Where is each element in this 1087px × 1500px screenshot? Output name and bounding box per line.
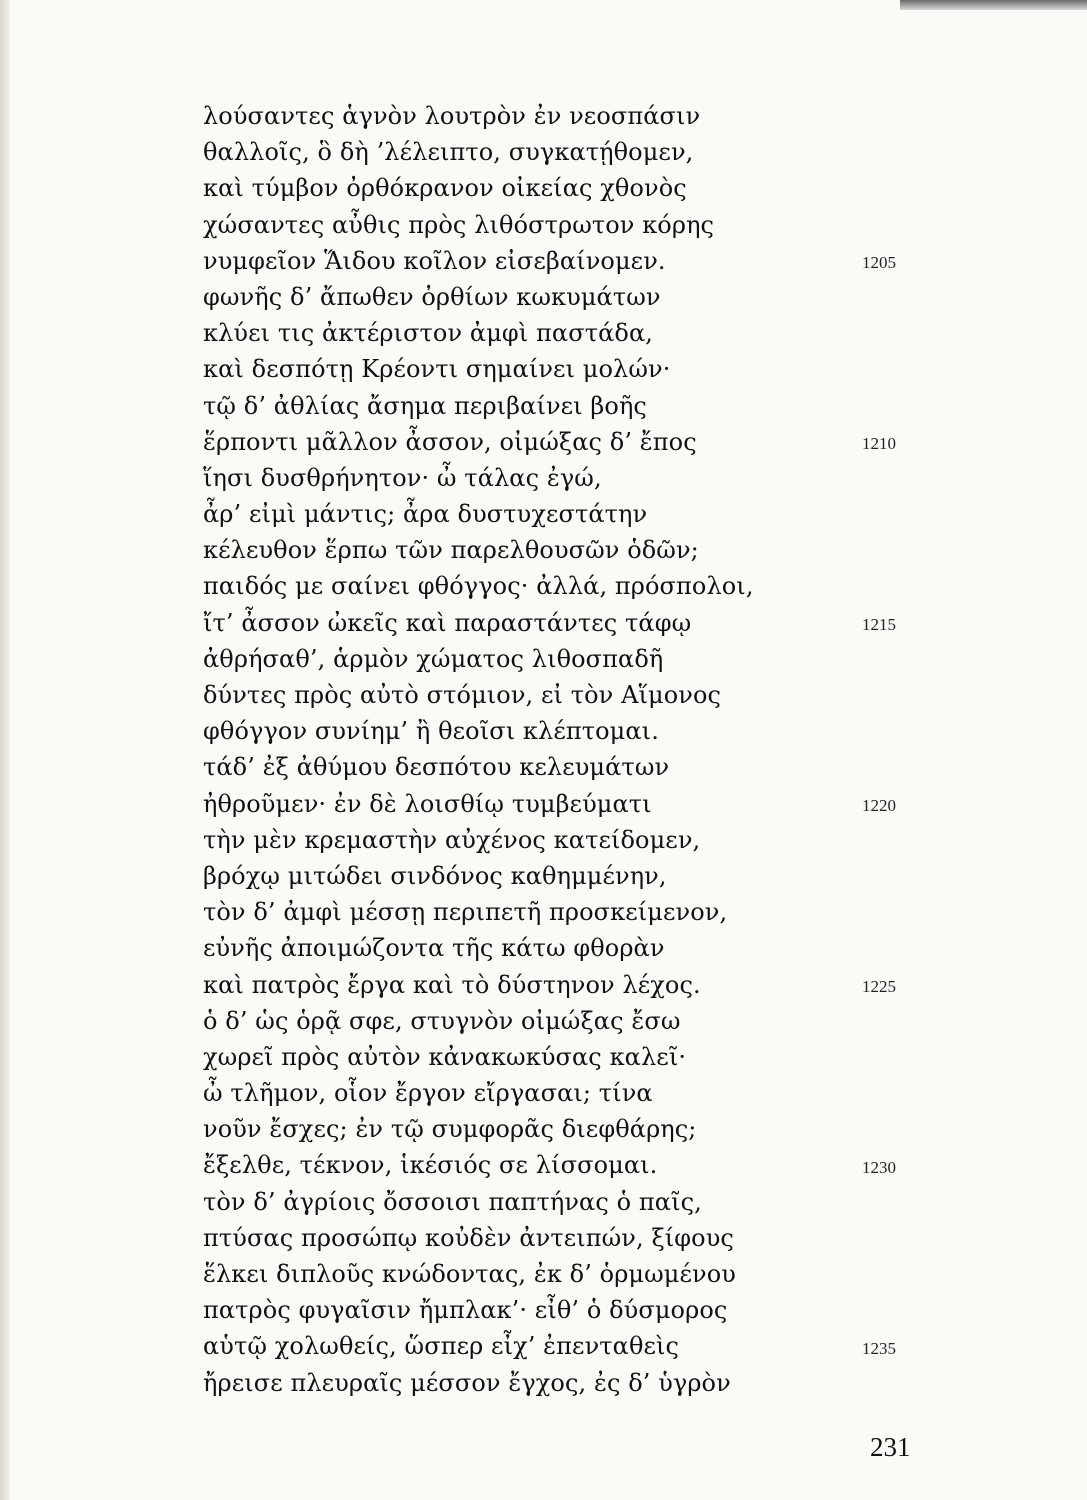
- verse-line: νυμφεῖον Ἅιδου κοῖλον εἰσεβαίνομεν.: [203, 246, 666, 275]
- line-number: 1210: [862, 433, 896, 453]
- verse-line: καὶ τύμβον ὀρθόκρανον οἰκείας χθονὸς: [203, 174, 687, 203]
- line-number: 1220: [862, 795, 896, 815]
- verse-line: τῷ δ’ ἀθλίας ἄσημα περιβαίνει βοῆς: [203, 391, 647, 420]
- verse-line: ἠθροῦμεν· ἐν δὲ λοισθίῳ τυμβεύματι: [203, 789, 652, 818]
- verse-line: δύντες πρὸς αὐτὸ στόμιον, εἰ τὸν Αἵμονος: [203, 681, 722, 709]
- verse-line: τὸν δ’ ἀγρίοις ὄσσοισι παπτήνας ὁ παῖς,: [203, 1187, 702, 1216]
- page-edge-shadow: [0, 0, 10, 1500]
- scan-top-edge: [900, 0, 1087, 10]
- verse-line: χωρεῖ πρὸς αὐτὸν κἀνακωκύσας καλεῖ·: [203, 1042, 687, 1071]
- verse-line: πτύσας προσώπῳ κοὐδὲν ἀντειπών, ξίφους: [203, 1223, 734, 1252]
- verse-line: ἔξελθε, τέκνον, ἱκέσιός σε λίσσομαι.: [203, 1151, 658, 1180]
- verse-line: ἕρποντι μᾶλλον ἆσσον, οἰμώξας δ’ ἔπος: [203, 427, 697, 456]
- line-number: 1225: [862, 976, 896, 996]
- verse-line: νοῦν ἔσχες; ἐν τῷ συμφορᾶς διεφθάρης;: [203, 1115, 697, 1144]
- verse-line: κέλευθον ἕρπω τῶν παρελθουσῶν ὁδῶν;: [203, 536, 699, 565]
- line-number: 1215: [862, 614, 896, 634]
- line-number: 1230: [862, 1157, 896, 1177]
- verse-line: ἆρ’ εἰμὶ μάντις; ἆρα δυστυχεστάτην: [203, 500, 648, 529]
- verse-line: θαλλοῖς, ὃ δὴ ’λέλειπτο, συγκατῄθομεν,: [203, 138, 694, 167]
- line-number: 1235: [862, 1338, 896, 1358]
- verse-line: ἴτ’ ἆσσον ὠκεῖς καὶ παραστάντες τάφῳ: [203, 608, 692, 637]
- verse-line: φωνῆς δ’ ἄπωθεν ὀρθίων κωκυμάτων: [203, 282, 661, 311]
- verse-line: λούσαντες ἁγνὸν λουτρὸν ἐν νεοσπάσιν: [203, 102, 701, 130]
- verse-line: ἵησι δυσθρήνητον· ὦ τάλας ἐγώ,: [203, 463, 602, 492]
- verse-line: καὶ δεσπότῃ Κρέοντι σημαίνει μολών·: [203, 355, 671, 384]
- verse-line: ὦ τλῆμον, οἷον ἔργον εἴργασαι; τίνα: [203, 1079, 653, 1108]
- verse-line: βρόχῳ μιτώδει σινδόνος καθημμένην,: [203, 861, 667, 890]
- verse-line: εὐνῆς ἀποιμώζοντα τῆς κάτω φθορὰν: [203, 934, 665, 963]
- verse-line: πατρὸς φυγαῖσιν ἤμπλακ’· εἶθ’ ὁ δύσμορος: [203, 1296, 728, 1325]
- line-number: 1205: [862, 252, 896, 272]
- verse-line: χώσαντες αὖθις πρὸς λιθόστρωτον κόρης: [203, 210, 715, 239]
- verse-line: τὴν μὲν κρεμαστὴν αὐχένος κατείδομεν,: [203, 825, 701, 854]
- verse-line: τάδ’ ἐξ ἀθύμου δεσπότου κελευμάτων: [203, 753, 670, 782]
- verse-line: φθόγγον συνίημ’ ἢ θεοῖσι κλέπτομαι.: [203, 717, 659, 746]
- page-number: 231: [870, 1432, 911, 1462]
- verse-line: ἤρεισε πλευραῖς μέσσον ἔγχος, ἐς δ’ ὑγρὸν: [203, 1368, 731, 1397]
- verse-line: καὶ πατρὸς ἔργα καὶ τὸ δύστηνον λέχος.: [203, 970, 701, 999]
- verse-line: παιδός με σαίνει φθόγγος· ἀλλά, πρόσπολοι,: [203, 572, 754, 601]
- verse-line: αὑτῷ χολωθείς, ὥσπερ εἶχ’ ἐπενταθεὶς: [203, 1332, 680, 1361]
- verse-line: ἕλκει διπλοῦς κνώδοντας, ἐκ δ’ ὁρμωμένου: [203, 1260, 736, 1288]
- verse-line: ὁ δ’ ὡς ὁρᾷ σφε, στυγνὸν οἰμώξας ἔσω: [203, 1006, 681, 1035]
- verse-line: ἀθρήσαθ’, ἁρμὸν χώματος λιθοσπαδῆ: [203, 644, 664, 673]
- verse-line: κλύει τις ἀκτέριστον ἀμφὶ παστάδα,: [203, 319, 653, 348]
- verse-text-block: [203, 98, 763, 1401]
- verse-line: τὸν δ’ ἀμφὶ μέσσῃ περιπετῆ προσκείμενον,: [203, 898, 728, 927]
